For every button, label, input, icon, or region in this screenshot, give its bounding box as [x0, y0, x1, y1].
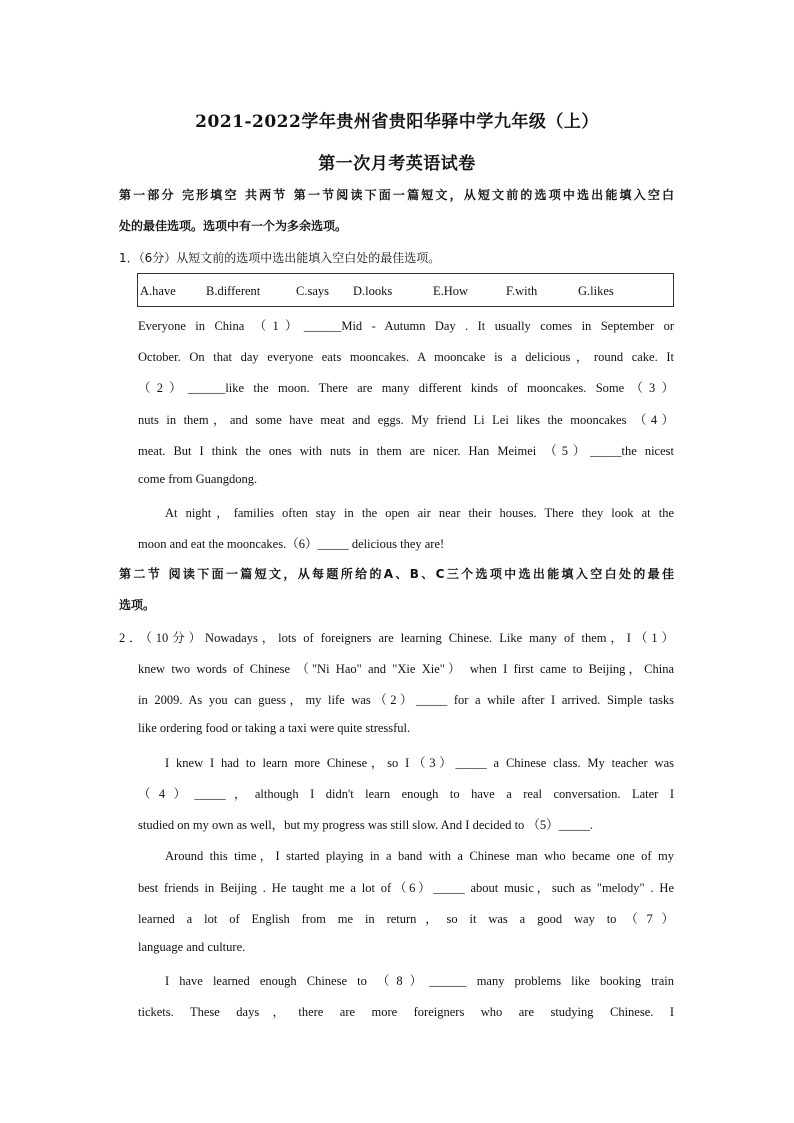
q1-passage-line: （2）______like the moon. There are many different kinds of mooncakes. Some（3） [138, 381, 674, 395]
q2-passage-line: language and culture. [138, 940, 246, 954]
part2-heading-line1: 第二节 阅读下面一篇短文，从每题所给的A、B、C三个选项中选出能填入空白处的最佳 [119, 567, 674, 581]
question-1-stem: 1．（6分）从短文前的选项中选出能填入空白处的最佳选项。 [119, 251, 441, 265]
option-d: D.looks [353, 284, 393, 298]
q2-passage-line: studied on my own as well，but my progress was still slow. And I decided to （5）_____. [138, 818, 594, 832]
option-b: B.different [206, 284, 261, 298]
q2-passage-line: I knew I had to learn more Chinese，so I（3）_____ a Chinese class. My teacher was [165, 756, 674, 770]
q1-passage-line: nuts in them，and some have meat and eggs. My friend Li Lei likes the mooncakes （4） [138, 413, 674, 427]
q2-passage-line: in 2009. As you can guess，my life was（2）_____ for a while after I arrived. Simple tasks [138, 693, 674, 707]
part1-heading-line2: 处的最佳选项。选项中有一个为多余选项。 [119, 219, 348, 233]
q2-passage-line: tickets. These days，there are more foreigners who are studying Chinese. I [138, 1005, 674, 1019]
option-e: E.How [433, 284, 469, 298]
q1-passage-line: At night，families often stay in the open air near their houses. There they look at the [165, 506, 674, 520]
q2-passage-line: （4）_____，although I didn't learn enough to have a real conversation. Later I [138, 787, 674, 801]
option-a: A.have [140, 284, 176, 298]
q2-passage-line: learned a lot of English from me in return，so it was a good way to（7） [138, 912, 674, 926]
q1-passage-line: Everyone in China （1）______Mid - Autumn Day . It usually comes in September or [138, 319, 674, 333]
part2-heading-line2: 选项。 [119, 598, 156, 612]
part1-heading-line1: 第一部分 完形填空 共两节 第一节阅读下面一篇短文，从短文前的选项中选出能填入空白 [119, 188, 674, 202]
q1-passage-line: come from Guangdong. [138, 472, 258, 486]
q1-passage-line: meat. But I think the ones with nuts in them are nicer. Han Meimei （5）_____the nicest [138, 444, 674, 458]
q2-passage-line: knew two words of Chinese （"Ni Hao" and "Xie Xie"） when I first came to Beijing，China [138, 662, 674, 676]
q2-passage-line: Around this time，I started playing in a band with a Chinese man who became one of my [165, 849, 674, 863]
option-g: G.likes [578, 284, 614, 298]
q1-passage-line: moon and eat the mooncakes.（6）_____ delicious they are! [138, 537, 445, 551]
option-c: C.says [296, 284, 329, 298]
q1-passage-line: October. On that day everyone eats mooncakes. A mooncake is a delicious，round cake. It [138, 350, 674, 364]
option-box [137, 273, 674, 307]
exam-title-line1: 2021-2022学年贵州省贵阳华驿中学九年级（上） [195, 112, 599, 132]
exam-title-line2: 第一次月考英语试卷 [318, 154, 476, 174]
q2-passage-line: like ordering food or taking a taxi were quite stressful. [138, 721, 411, 735]
option-f: F.with [506, 284, 538, 298]
q2-passage-line: 2．（10分）Nowadays，lots of foreigners are learning Chinese. Like many of them，I（1） [119, 631, 674, 645]
q2-passage-line: I have learned enough Chinese to （8）______ many problems like booking train [165, 974, 674, 988]
q2-passage-line: best friends in Beijing . He taught me a lot of（6）_____ about music，such as "melody" . He [138, 881, 674, 895]
